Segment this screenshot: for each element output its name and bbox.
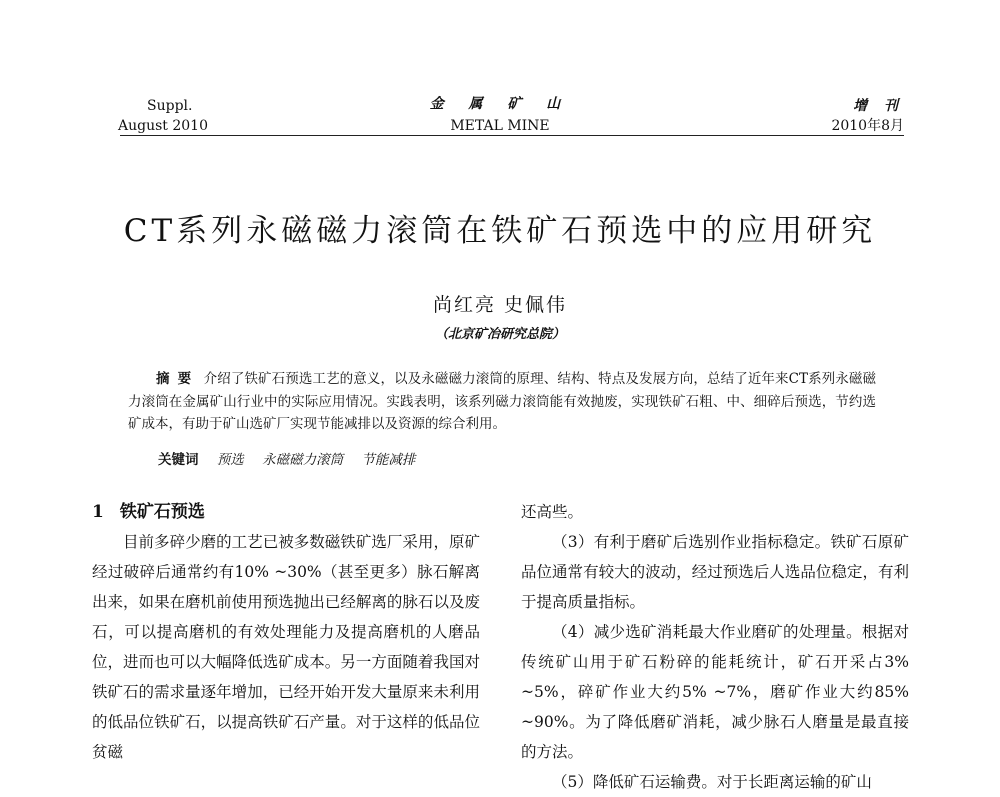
body-column-left xyxy=(92,497,480,767)
abstract xyxy=(128,368,876,436)
body-paragraph: （4）减少选矿消耗最大作业磨矿的处理量。根据对传统矿山用于矿石粉碎的能耗统计，矿石开采占3% ~5%，碎矿作业大约5% ~7%，磨矿作业大约85% ~90%。为了降低磨矿消耗，减少脉石人磨量是最直接的方法。 xyxy=(521,623,909,761)
keywords xyxy=(158,448,429,468)
keywords-label: 关键词 xyxy=(158,452,199,468)
section-heading xyxy=(92,497,480,527)
body-paragraph: 目前多碎少磨的工艺已被多数磁铁矿选厂采用，原矿经过破碎后通常约有10% ~30%（甚至更多）脉石解离出来，如果在磨机前使用预选抛出已经解离的脉石以及废石，可以提高磨机的有效处理能力及提高磨机的人磨品位，进而也可以大幅降低选矿成本。另一方面随着我国对铁矿石的需求量逐年增加，已经开始开发大量原来未利用的低品位铁矿石，以提高铁矿石产量。对于这样的低品位贫磁 xyxy=(92,533,480,761)
keyword: 永磁磁力滚筒 xyxy=(262,452,344,468)
header-journal-name-en: METAL MINE xyxy=(450,118,550,134)
header-supplement-cn: 增 刊 xyxy=(853,98,904,114)
header-issue-date-en: August 2010 xyxy=(118,118,208,134)
body-paragraph: （5）降低矿石运输费。对于长距离运输的矿山 xyxy=(552,773,872,791)
header-journal-name-cn: 金 属 矿 山 xyxy=(429,96,571,112)
abstract-text: 介绍了铁矿石预选工艺的意义，以及永磁磁力滚筒的原理、结构、特点及发展方向，总结了近年来CT系列永磁磁力滚筒在金属矿山行业中的实际应用情况。实践表明，该系列磁力滚筒能有效抛废，实现铁矿石粗、中、细碎后预选，节约选矿成本，有助于矿山选矿厂实现节能减排以及资源的综合利用。 xyxy=(128,371,877,432)
keyword: 预选 xyxy=(216,452,244,468)
header-issue-date-cn: 2010年8月 xyxy=(831,118,904,134)
body-paragraph: （3）有利于磨矿后选别作业指标稳定。铁矿石原矿品位通常有较大的波动，经过预选后人选品位稳定，有利于提高质量指标。 xyxy=(521,533,909,611)
keyword: 节能减排 xyxy=(361,452,416,468)
header-journal-suppl: Suppl. xyxy=(147,98,193,114)
body-column-right xyxy=(521,497,909,797)
abstract-label: 摘要 xyxy=(156,371,200,387)
paper-authors: 尚红亮 史佩伟 xyxy=(432,294,568,316)
section-title: 铁矿石预选 xyxy=(119,502,205,522)
body-paragraph-continued: 还高些。 xyxy=(521,503,584,521)
header-rule xyxy=(120,135,904,136)
section-number: 1 xyxy=(92,502,104,522)
paper-title: CT系列永磁磁力滚筒在铁矿石预选中的应用研究 xyxy=(123,213,877,249)
paper-affiliation: （北京矿冶研究总院） xyxy=(434,327,565,342)
